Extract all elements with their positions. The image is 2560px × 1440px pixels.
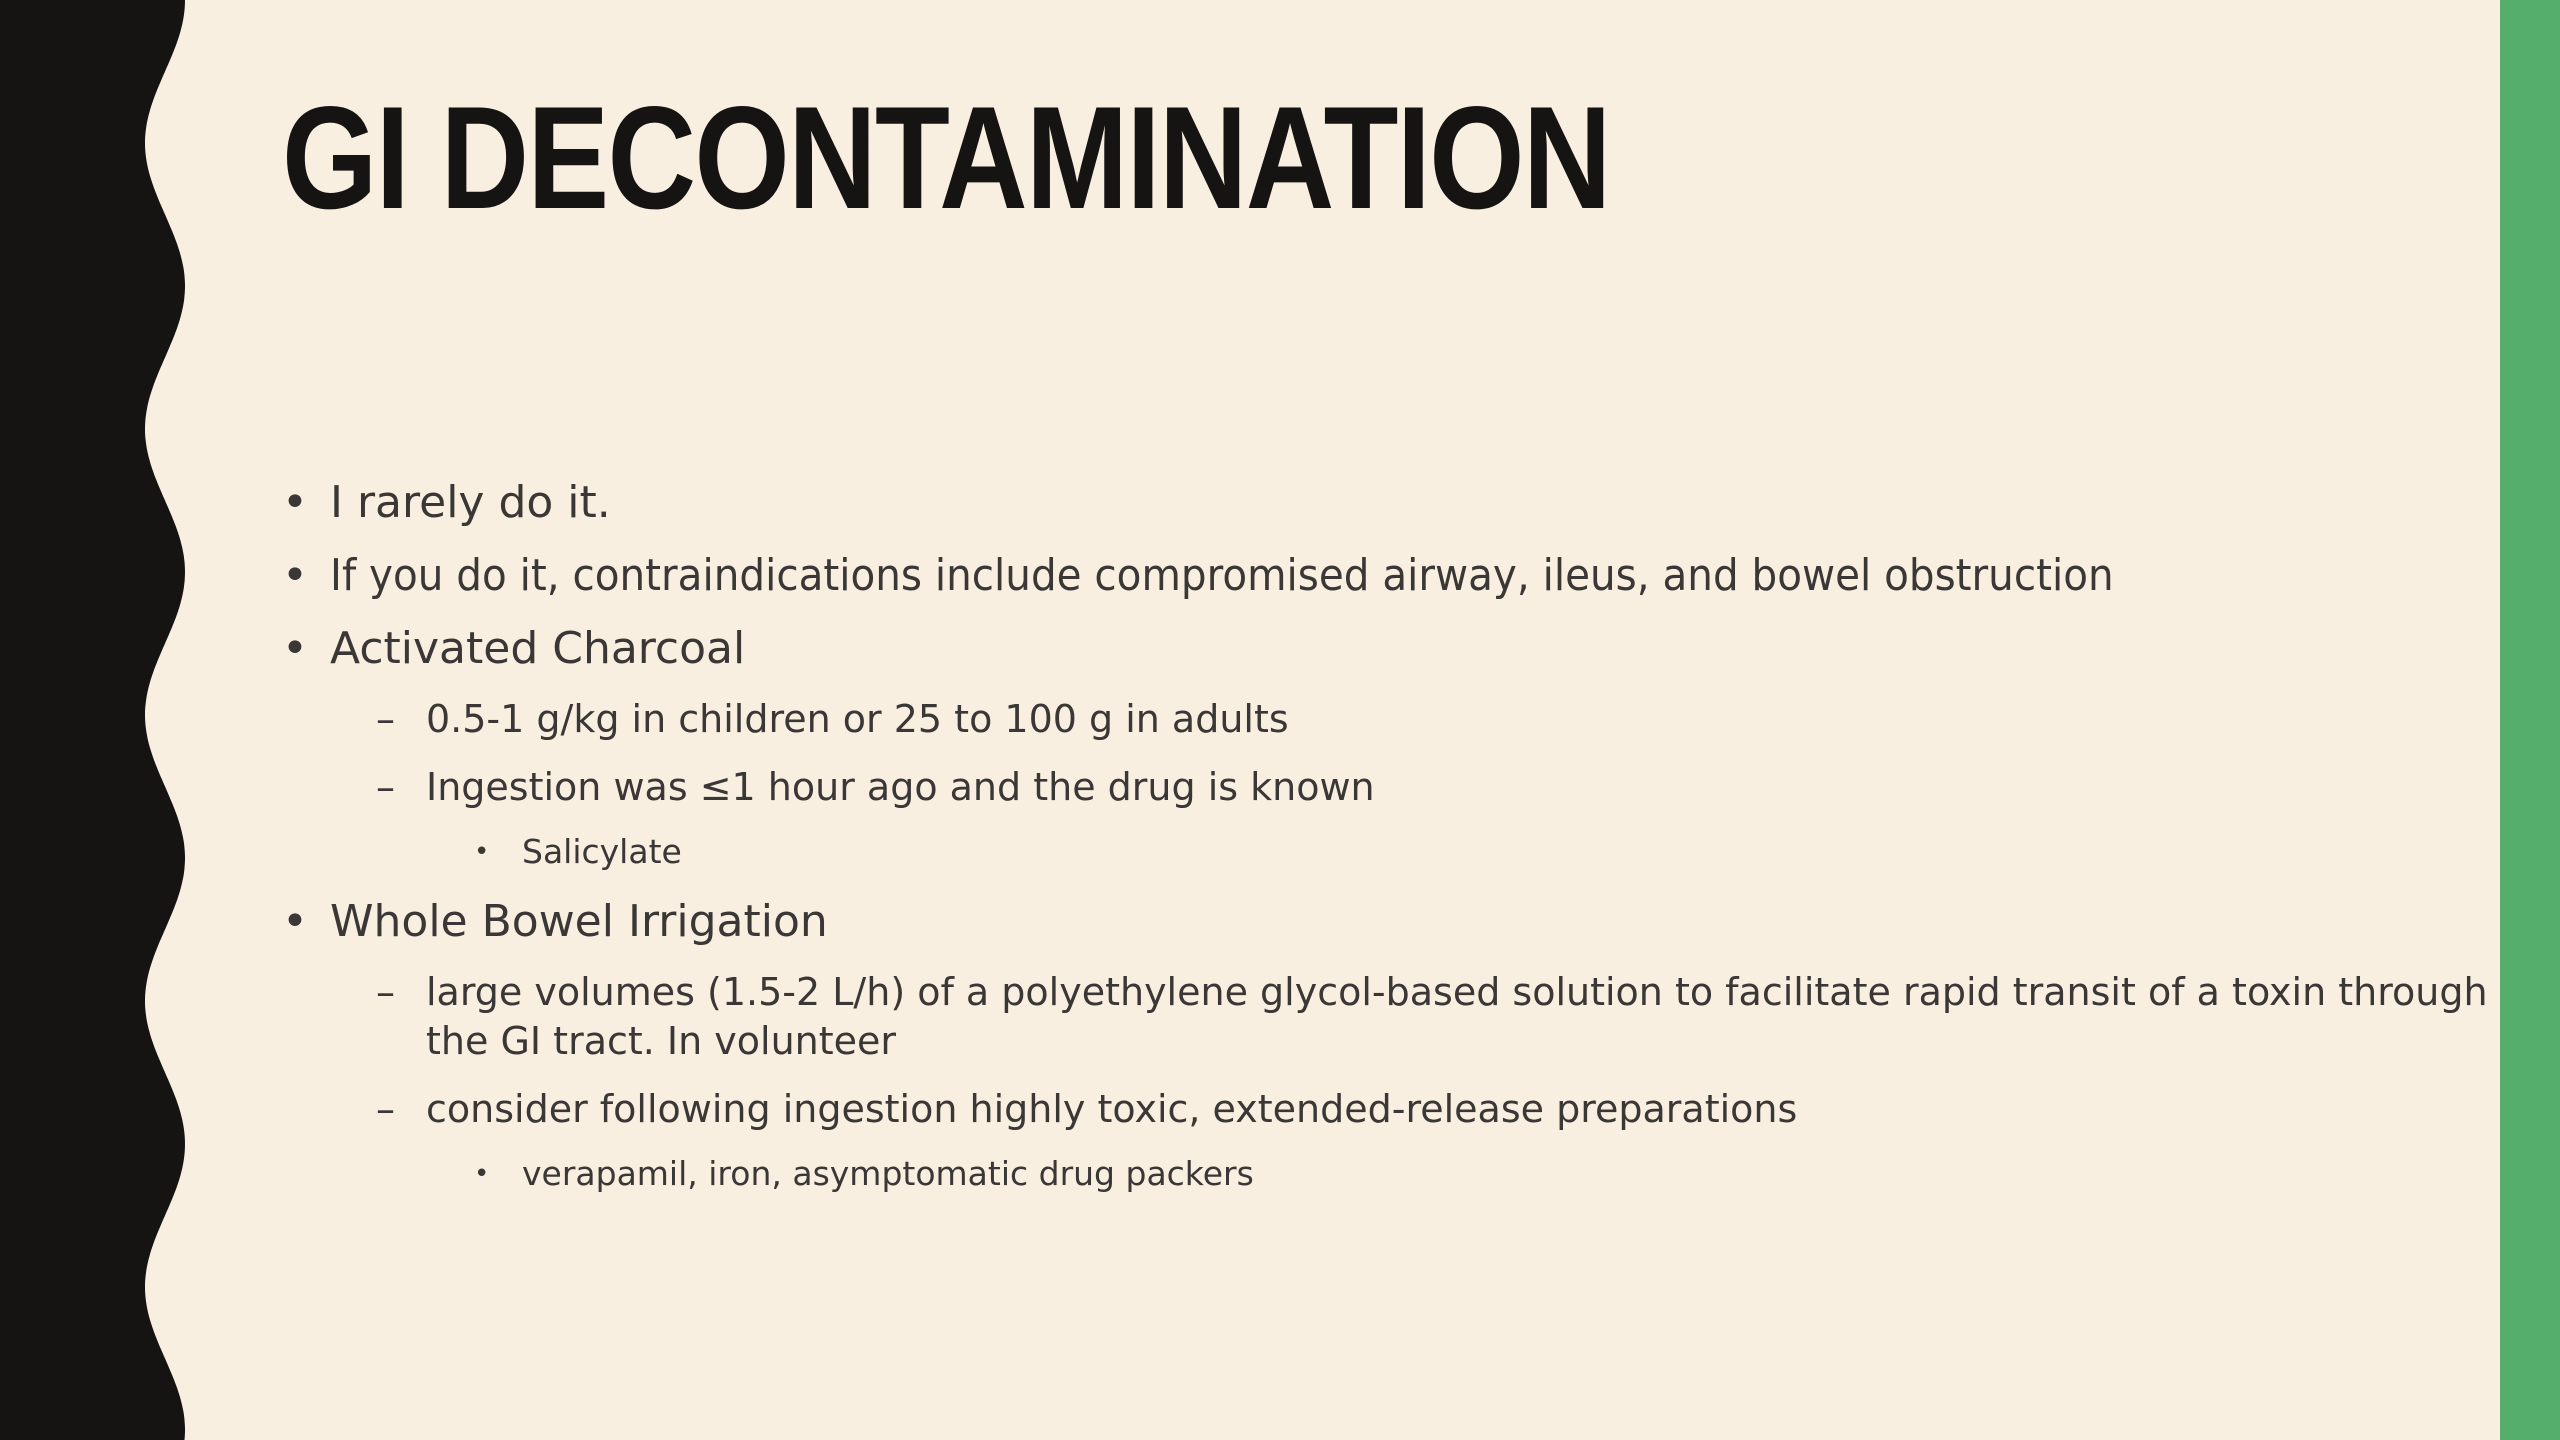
dash-marker: – [376,970,395,1014]
dash-marker: – [376,765,395,809]
bullet-marker: • [282,477,308,528]
bullet-text: Whole Bowel Irrigation [330,896,828,947]
left-wave-band [0,0,190,1440]
sub-bullet-text: consider following ingestion highly toxic, extended-release preparations [426,1087,1798,1131]
right-accent-bar [2500,0,2560,1440]
bullet-text: I rarely do it. [330,477,611,528]
sub-sub-bullet-text: Salicylate [522,832,682,871]
sub-bullet-text: 0.5-1 g/kg in children or 25 to 100 g in adults [426,697,1289,741]
sub-bullet-item [282,1085,2282,1134]
sub-bullet-item [282,968,2546,1066]
bullet-text: If you do it, contraindications include compromised airway, ileus, and bowel obstruction [330,550,2114,601]
bullet-item [282,549,2282,603]
dash-marker: – [376,1087,395,1131]
bullet-marker: • [282,550,308,601]
sub-bullet-item [282,763,2282,812]
bullet-marker: • [282,896,308,947]
dash-marker: – [376,697,395,741]
bullet-marker: • [282,623,308,674]
bullet-item [282,476,2282,530]
sub-sub-bullet-text: verapamil, iron, asymptomatic drug packers [522,1154,1254,1193]
sub-bullet-text: Ingestion was ≤1 hour ago and the drug is known [426,765,1375,809]
bullet-marker: • [474,837,490,867]
bullet-marker: • [474,1159,490,1189]
sub-sub-bullet-item [282,1153,2282,1195]
slide-title: GI DECONTAMINATION [282,76,1610,239]
bullet-text: Activated Charcoal [330,623,746,674]
sub-bullet-item [282,695,2282,744]
sub-sub-bullet-item [282,831,2282,873]
bullet-item [282,622,2282,676]
sub-bullet-text: large volumes (1.5-2 L/h) of a polyethylene glycol-based solution to facilitate rapid transit of a toxin through the GI tract. In volunteer [426,970,2488,1063]
bullet-list [282,476,2488,1217]
bullet-item [282,895,2282,949]
